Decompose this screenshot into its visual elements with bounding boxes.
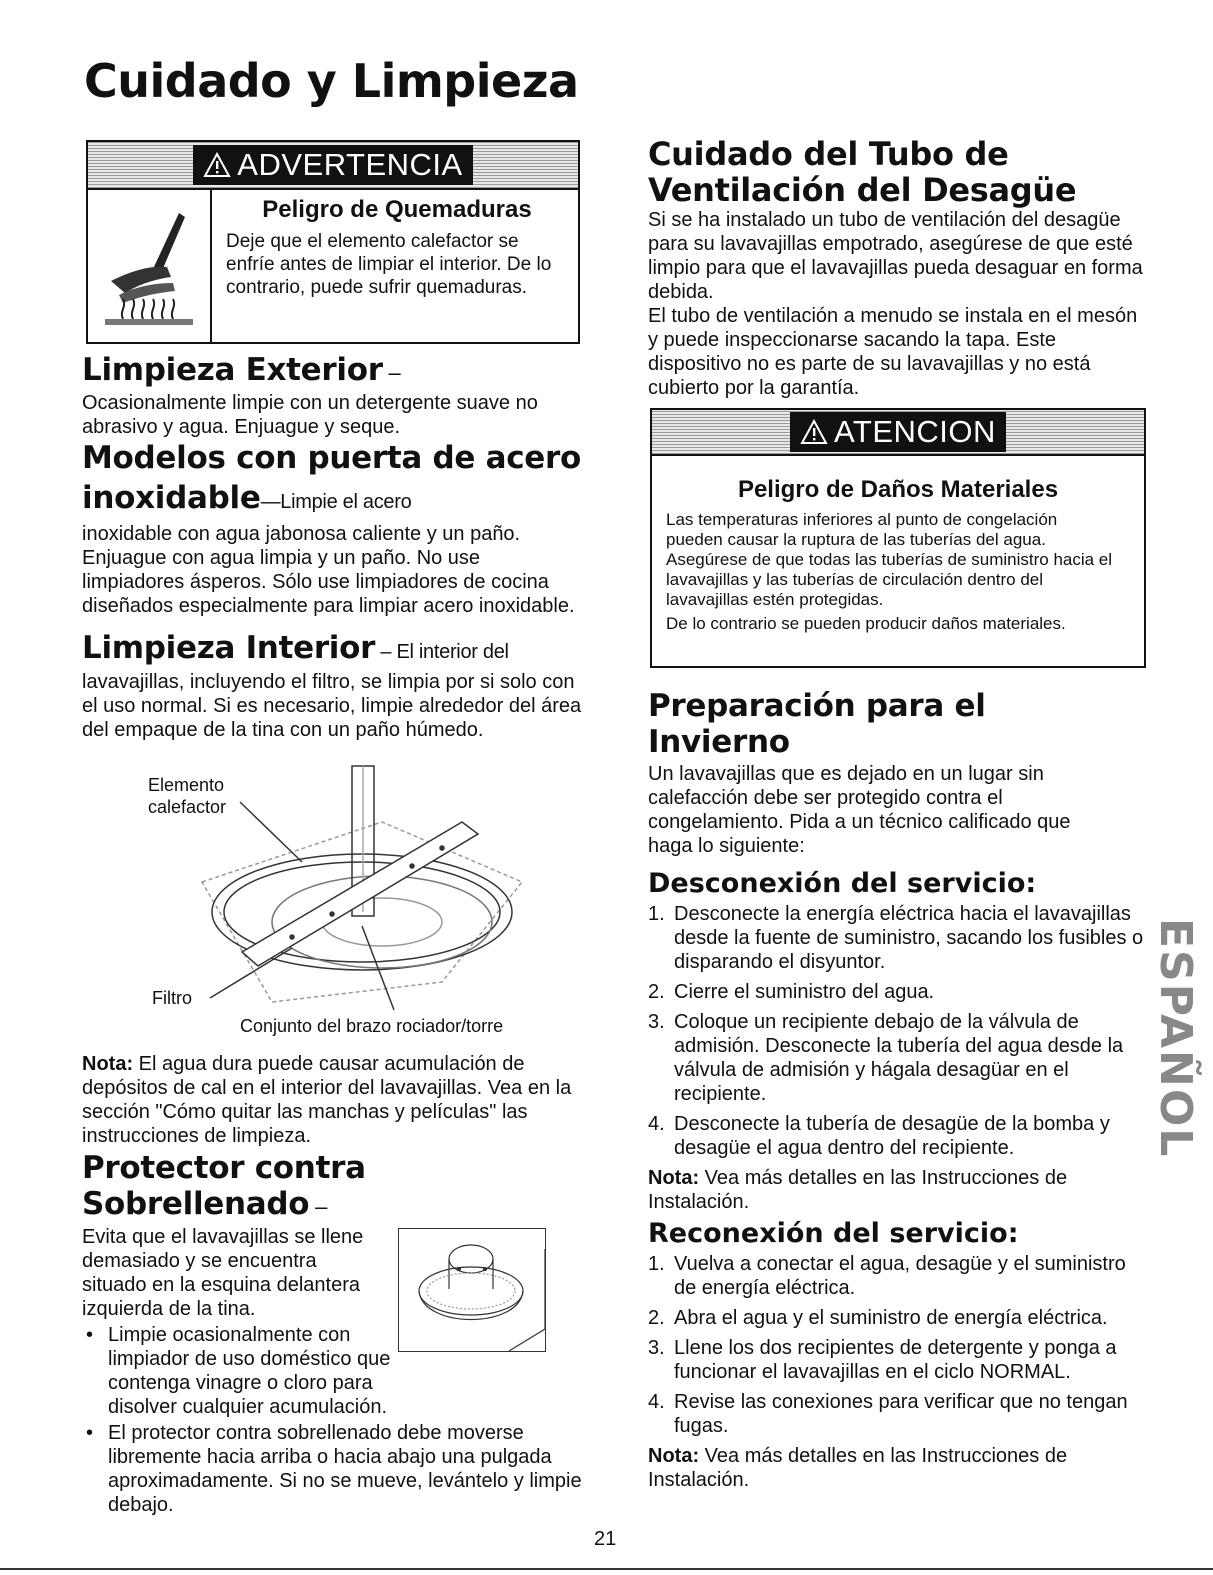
steel-inline-text: —Limpie el acero [260, 491, 412, 513]
vent-heading: Cuidado del Tubo de Ventilación del Desagüe [648, 135, 1077, 209]
disconnect-note: Nota: Vea más detalles en las Instrucciones de Instalación. [648, 1167, 1068, 1213]
list-item: 4. Revise las conexiones para verificar que no tengan fugas. [648, 1391, 1128, 1437]
reconnect-note-label: Nota: [648, 1445, 700, 1467]
disconnect-section [648, 868, 1148, 1214]
alert-triangle-icon [800, 419, 828, 445]
caution-box [650, 408, 1146, 668]
steel-section [82, 438, 582, 618]
interior-section [82, 630, 582, 742]
dishwasher-interior-illustration [82, 762, 582, 1022]
note-hard-water-label: Nota: [82, 1053, 134, 1075]
alert-triangle-icon [203, 152, 231, 178]
note-hard-water [82, 1052, 582, 1148]
list-item: 3. Llene los dos recipientes de detergente y ponga a funcionar el lavavajillas en el ciclo NORMAL. [648, 1337, 1117, 1383]
caution-banner-text: ATENCION [834, 414, 996, 449]
reconnect-note: Nota: Vea más detalles en las Instrucciones de Instalación. [648, 1445, 1068, 1491]
vent-section [648, 136, 1148, 400]
figure-label-heater: calefactor [148, 797, 227, 817]
list-item: 4. Desconecte la tubería de desagüe de la bomba y desagüe el agua dentro del recipiente. [648, 1113, 1110, 1159]
warning-text: Deje que el elemento calefactor se enfríe antes de limpiar el interior. De lo contrario, puede sufrir quemaduras. [226, 231, 552, 298]
list-item: 3. Coloque un recipiente debajo de la válvula de admisión. Desconecte la tubería del agua desde la válvula de admisión y hágala desagüar en el recipiente. [648, 1011, 1124, 1105]
overfill-heading: Protector contra Sobrellenado [82, 1150, 366, 1222]
list-item: • Limpie ocasionalmente con limpiador de uso doméstico que contenga vinagre o cloro para disolver cualquier acumulación. [86, 1324, 391, 1418]
bottom-rule [0, 1568, 1213, 1570]
exterior-heading: Limpieza Exterior [82, 352, 383, 388]
overfill-text: Evita que el lavavajillas se llene demasiado y se encuentra situado en la esquina delantera izquierda de la tina. [82, 1226, 364, 1320]
interior-heading: Limpieza Interior [82, 630, 376, 666]
disconnect-note-label: Nota: [648, 1167, 700, 1189]
page-number: 21 [594, 1528, 617, 1550]
list-item: 1. Desconecte la energía eléctrica hacia el lavavajillas desde la fuente de suministro, sacando los fusibles o disparando el disyuntor. [648, 903, 1144, 973]
winter-heading: Preparación para el Invierno [648, 688, 986, 760]
figure-label-spray-arm: Conjunto del brazo rociador/torre [240, 1016, 504, 1036]
warning-box [86, 140, 580, 344]
warning-banner-text: ADVERTENCIA [237, 147, 463, 182]
winter-text: Un lavavajillas que es dejado en un lugar sin calefacción debe ser protegido contra el congelamiento. Pida a un técnico calificado que haga lo siguiente: [648, 763, 1071, 857]
figure-label-element: Elemento [148, 775, 225, 795]
page-title: Cuidado y Limpieza [84, 54, 579, 108]
spray-arm-figure [82, 762, 582, 1042]
caution-text-2: De lo contrario se pueden producir daños materiales. [666, 614, 1066, 633]
interior-inline-text: – El interior del [375, 641, 509, 663]
language-side-tab-text: ESPAÑOL [1150, 918, 1201, 1159]
overfill-float-illustration [398, 1228, 546, 1352]
reconnect-heading: Reconexión del servicio: [648, 1218, 1019, 1249]
winter-section [648, 688, 1148, 858]
reconnect-steps [648, 1252, 1148, 1438]
vent-text-1: Si se ha instalado un tubo de ventilación del desagüe para su lavavajillas empotrado, asegúrese de que esté limpio para que el lavavajillas pueda desaguar en forma debida. [648, 209, 1143, 303]
note-hard-water-text: El agua dura puede causar acumulación de depósitos de cal en el interior del lavavajillas. Vea en la sección "Cómo quitar las manchas y películas" las instrucciones de limpieza. [82, 1053, 572, 1147]
exterior-heading-sep: – [382, 360, 401, 385]
list-item: 2. Cierre el suministro del agua. [648, 981, 935, 1003]
caution-title: Peligro de Daños Materiales [737, 476, 1059, 503]
list-item: 1. Vuelva a conectar el agua, desagüe y el suministro de energía eléctrica. [648, 1253, 1126, 1299]
caution-text-1: Las temperaturas inferiores al punto de congelación pueden causar la ruptura de las tuberías del agua. Asegúrese de que todas las tuberías de suministro hacia el lavavajillas y las tuberías de circulación dentro del lavavajillas estén protegidas. [666, 510, 1113, 609]
interior-text: lavavajillas, incluyendo el filtro, se limpia por si solo con el uso normal. Si es necesario, limpie alrededor del área del empaque de la tina con un paño húmedo. [82, 671, 582, 741]
reconnect-section [648, 1218, 1148, 1492]
overfill-heading-sep: – [309, 1194, 328, 1219]
warning-banner [88, 142, 578, 190]
caution-banner [652, 410, 1144, 456]
steel-text: inoxidable con agua jabonosa caliente y un paño. Enjuague con agua limpia y un paño. No use limpiadores ásperos. Sólo use limpiadores de cocina diseñados especialmente para limpiar acero inoxidable. [82, 523, 575, 617]
warning-title: Peligro de Quemaduras [262, 196, 532, 223]
list-item: • El protector contra sobrellenado debe moverse libremente hacia arriba o hacia abajo una pulgada aproximadamente. Si no se mueve, levántelo y limpie debajo. [86, 1422, 582, 1516]
list-item: 2. Abra el agua y el suministro de energía eléctrica. [648, 1307, 1108, 1329]
disconnect-steps [648, 902, 1148, 1160]
figure-label-filter: Filtro [152, 988, 192, 1008]
exterior-section [82, 352, 582, 439]
steel-heading: Modelos con puerta de acero inoxidable [82, 440, 581, 516]
burn-hazard-icon [88, 190, 212, 344]
vent-text-2: El tubo de ventilación a menudo se instala en el mesón y puede inspeccionarse sacando la tapa. Este dispositivo no es parte de su lavavajillas y no está cubierto por la garantía. [648, 305, 1138, 399]
language-side-tab [1150, 918, 1200, 1168]
disconnect-heading: Desconexión del servicio: [648, 868, 1037, 899]
exterior-text: Ocasionalmente limpie con un detergente suave no abrasivo y agua. Enjuague y seque. [82, 392, 538, 438]
